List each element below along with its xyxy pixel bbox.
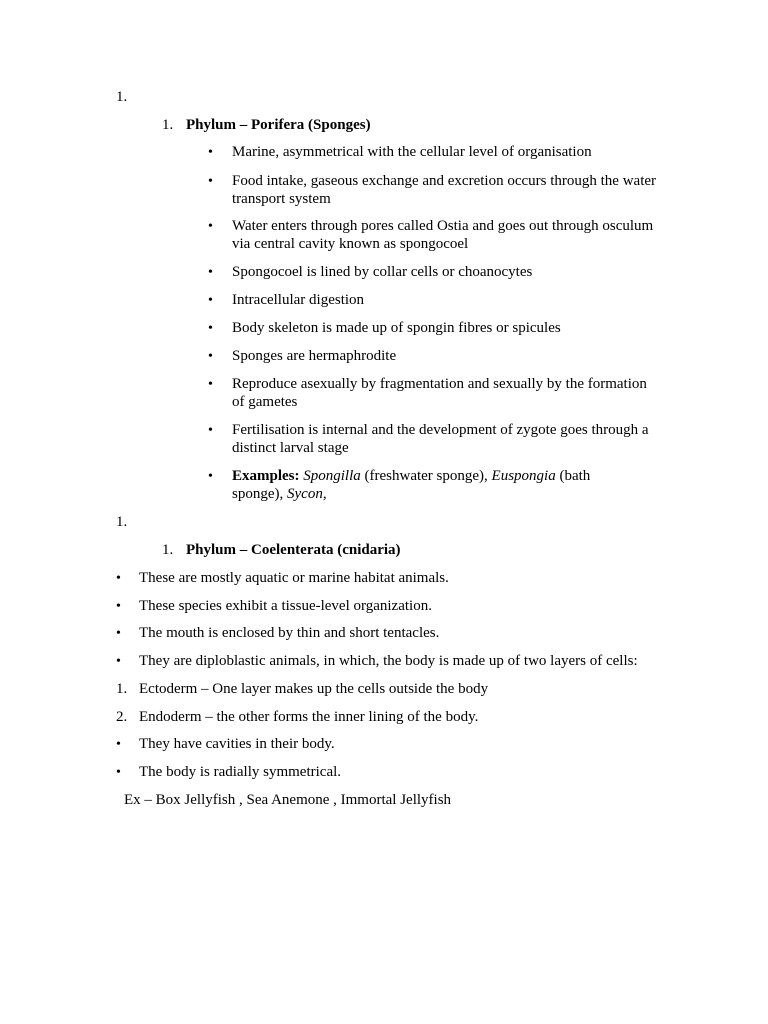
bullet-text: The mouth is enclosed by thin and short tentacles. <box>139 625 440 641</box>
example-euspongia: Euspongia <box>491 468 556 484</box>
numbered-item-number: 1. <box>116 681 128 697</box>
bullet-icon: • <box>208 219 213 234</box>
bullet-text: Sponges are hermaphrodite <box>232 348 397 364</box>
bullet-text: The body is radially symmetrical. <box>139 764 342 780</box>
bullet-icon: • <box>208 377 213 392</box>
examples-line: Ex – Box Jellyfish , Sea Anemone , Immortal Jellyfish <box>124 792 452 808</box>
bullet-icon: • <box>208 349 213 364</box>
section-heading-porifera <box>186 116 371 134</box>
bullet-text-continued: via central cavity known as spongocoel <box>232 236 469 252</box>
bullet-text: Spongocoel is lined by collar cells or choanocytes <box>232 264 533 280</box>
bullet-text-continued: transport system <box>232 191 331 207</box>
bullet-icon: • <box>116 765 121 780</box>
bullet-icon: • <box>208 293 213 308</box>
heading-text: Phylum – Coelenterata (cnidaria) <box>186 542 401 558</box>
inner-list-number: 1. <box>162 542 174 558</box>
examples-line-continued <box>232 485 327 503</box>
bullet-icon: • <box>116 599 121 614</box>
bullet-text: They are diploblastic animals, in which, the body is made up of two layers of cells: <box>139 653 638 669</box>
bullet-text: Water enters through pores called Ostia and goes out through osculum <box>232 218 654 234</box>
bullet-icon: • <box>208 423 213 438</box>
bullet-text: Food intake, gaseous exchange and excretion occurs through the water <box>232 173 657 189</box>
example-note: (bath <box>555 468 591 484</box>
section-heading-coelenterata <box>186 541 401 559</box>
example-spongilla: Spongilla <box>303 468 361 484</box>
examples-line <box>232 467 590 485</box>
numbered-item-text: Endoderm – the other forms the inner lining of the body. <box>139 709 479 725</box>
bullet-icon: • <box>116 654 121 669</box>
bullet-text-continued: distinct larval stage <box>232 440 349 456</box>
bullet-icon: • <box>208 174 213 189</box>
bullet-icon: • <box>208 145 213 160</box>
bullet-icon: • <box>116 737 121 752</box>
bullet-text: These are mostly aquatic or marine habitat animals. <box>139 570 449 586</box>
bullet-text: They have cavities in their body. <box>139 736 335 752</box>
bullet-icon: • <box>208 265 213 280</box>
bullet-text: These species exhibit a tissue-level organization. <box>139 598 432 614</box>
example-note: sponge), <box>232 486 287 502</box>
numbered-item-text: Ectoderm – One layer makes up the cells outside the body <box>139 681 489 697</box>
bullet-text: Body skeleton is made up of spongin fibres or spicules <box>232 320 561 336</box>
bullet-text-continued: of gametes <box>232 394 298 410</box>
bullet-text: Fertilisation is internal and the development of zygote goes through a <box>232 422 649 438</box>
examples-label: Examples: <box>232 468 300 484</box>
inner-list-number: 1. <box>162 117 174 133</box>
bullet-icon: • <box>116 626 121 641</box>
example-sycon: Sycon, <box>287 486 327 502</box>
bullet-text: Intracellular digestion <box>232 292 365 308</box>
example-note: (freshwater sponge), <box>360 468 492 484</box>
bullet-icon: • <box>116 571 121 586</box>
bullet-text: Marine, asymmetrical with the cellular level of organisation <box>232 144 592 160</box>
outer-list-number: 1. <box>116 514 128 530</box>
numbered-item-number: 2. <box>116 709 128 725</box>
bullet-icon: • <box>208 321 213 336</box>
outer-list-number: 1. <box>116 89 128 105</box>
bullet-text: Reproduce asexually by fragmentation and sexually by the formation <box>232 376 647 392</box>
bullet-icon: • <box>208 469 213 484</box>
heading-text: Phylum – Porifera (Sponges) <box>186 117 371 133</box>
